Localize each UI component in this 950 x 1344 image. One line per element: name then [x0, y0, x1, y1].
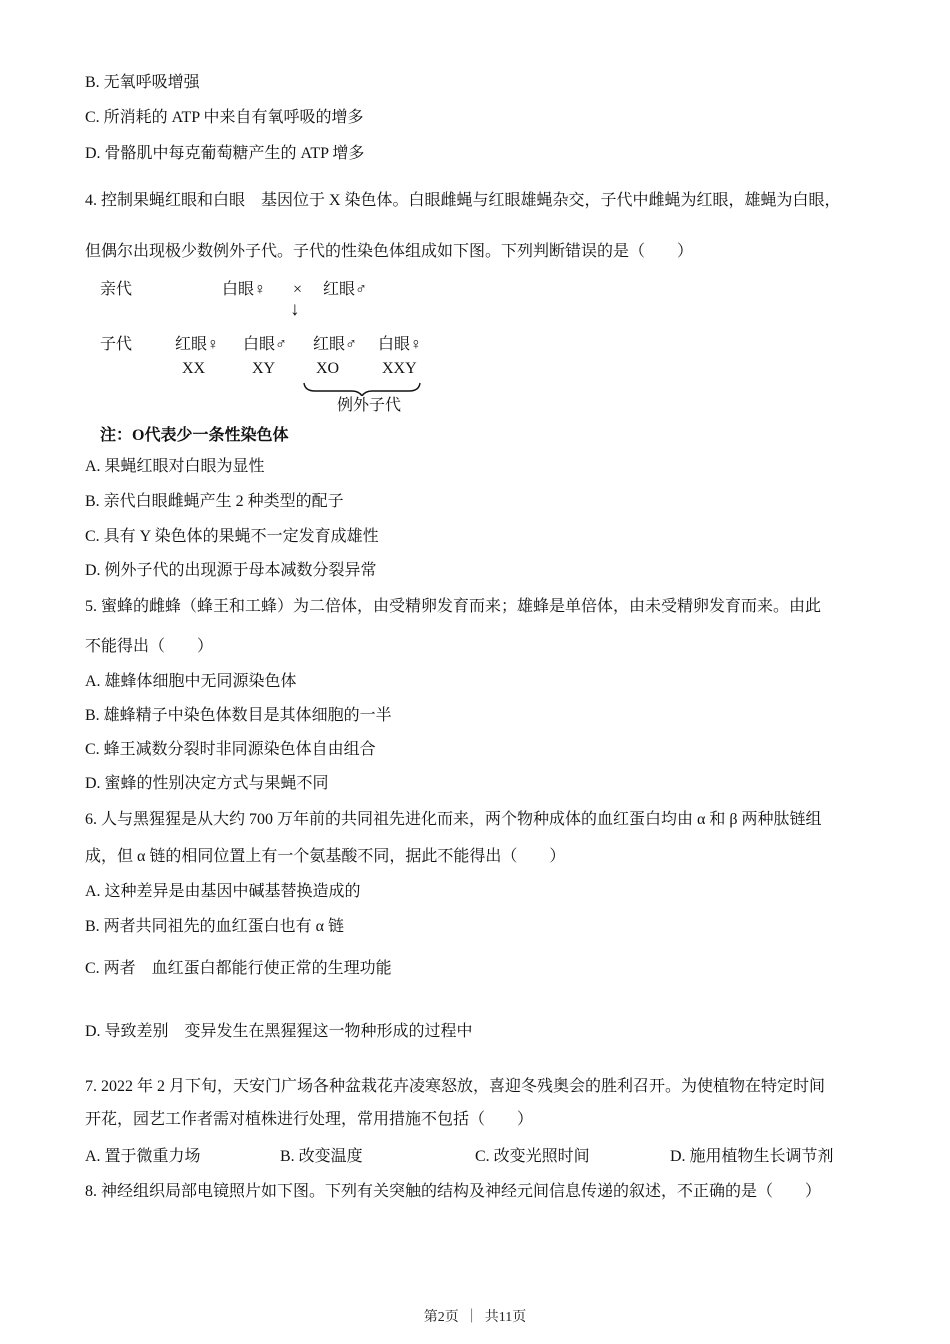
q7-option-c: C. 改变光照时间	[475, 1148, 590, 1165]
q7-stem-line1: 7. 2022 年 2 月下旬，天安门广场各种盆栽花卉凌寒怒放，喜迎冬残奥会的胜利召开。为使植物在特定时间	[85, 1078, 826, 1095]
q4-cross-diagram	[85, 280, 865, 448]
parent-female-phenotype: 白眼♀	[222, 281, 267, 298]
q7-option-a: A. 置于微重力场	[85, 1148, 201, 1165]
diagram-note: 注：O代表少一条性染色体	[100, 427, 289, 444]
parent-male-phenotype: 红眼♂	[323, 281, 368, 298]
offspring-phenotype: 白眼♀	[378, 336, 423, 353]
exception-offspring-label: 例外子代	[337, 397, 402, 414]
q6-option-b: B. 两者共同祖先的血红蛋白也有 α 链	[85, 918, 345, 935]
q5-option-b: B. 雄蜂精子中染色体数目是其体细胞的一半	[85, 707, 392, 724]
offspring-karyotype: XY	[252, 360, 276, 377]
page-content	[85, 72, 865, 1203]
offspring-generation-label: 子代	[100, 336, 133, 353]
q6-option-c: C. 两者 血红蛋白都能行使正常的生理功能	[85, 960, 392, 977]
offspring-phenotype: 白眼♂	[243, 336, 288, 353]
q4-stem-line1: 4. 控制果蝇红眼和白眼 基因位于 X 染色体。白眼雌蝇与红眼雄蝇杂交，子代中雌蝇为红眼，雄蝇为白眼，	[85, 192, 841, 209]
underbrace-icon	[303, 382, 421, 396]
prev-option-d: D. 骨骼肌中每克葡萄糖产生的 ATP 增多	[85, 145, 365, 162]
offspring-phenotype: 红眼♂	[313, 336, 358, 353]
q7-stem-line2: 开花，园艺工作者需对植株进行处理，常用措施不包括（ ）	[85, 1111, 534, 1128]
offspring-phenotype: 红眼♀	[175, 336, 220, 353]
q5-option-d: D. 蜜蜂的性别决定方式与果蝇不同	[85, 775, 329, 792]
q4-option-c: C. 具有 Y 染色体的果蝇不一定发育成雄性	[85, 528, 379, 545]
q5-option-a: A. 雄蜂体细胞中无同源染色体	[85, 673, 297, 690]
offspring-karyotype: XXY	[382, 360, 417, 377]
footer-total-pages: 共11页	[484, 1310, 527, 1325]
offspring-karyotype: XX	[182, 360, 206, 377]
offspring-karyotype: XO	[316, 360, 340, 377]
q6-option-d: D. 导致差别 变异发生在黑猩猩这一物种形成的过程中	[85, 1023, 473, 1040]
q7-option-b: B. 改变温度	[280, 1148, 363, 1165]
q6-stem-line2: 成，但 α 链的相同位置上有一个氨基酸不同，据此不能得出（ ）	[85, 848, 566, 865]
q5-option-c: C. 蜂王减数分裂时非同源染色体自由组合	[85, 741, 376, 758]
q8-stem-line1: 8. 神经组织局部电镜照片如下图。下列有关突触的结构及神经元间信息传递的叙述，不正确的是（ ）	[85, 1183, 822, 1200]
q7-options-row	[85, 1146, 865, 1168]
prev-option-c: C. 所消耗的 ATP 中来自有氧呼吸的增多	[85, 109, 364, 126]
prev-option-b: B. 无氧呼吸增强	[85, 74, 200, 91]
q7-option-d: D. 施用植物生长调节剂	[670, 1148, 834, 1165]
q5-stem-line2: 不能得出（ ）	[85, 638, 214, 655]
q6-stem-line1: 6. 人与黑猩猩是从大约 700 万年前的共同祖先进化而来，两个物种成体的血红蛋白均由 α 和 β 两种肽链组	[85, 811, 822, 828]
cross-symbol: ×	[293, 281, 303, 298]
page-footer	[0, 1308, 950, 1328]
down-arrow-icon: ↓	[290, 299, 300, 320]
q4-option-a: A. 果蝇红眼对白眼为显性	[85, 458, 265, 475]
parent-generation-label: 亲代	[100, 281, 133, 298]
footer-separator: ｜	[464, 1310, 479, 1325]
footer-page-number: 第2页	[423, 1310, 459, 1325]
q6-option-a: A. 这种差异是由基因中碱基替换造成的	[85, 883, 361, 900]
q4-option-d: D. 例外子代的出现源于母本减数分裂异常	[85, 562, 377, 579]
q5-stem-line1: 5. 蜜蜂的雌蜂（蜂王和工蜂）为二倍体，由受精卵发育而来；雄蜂是单倍体，由未受精卵发育而来。由此	[85, 598, 822, 615]
q4-option-b: B. 亲代白眼雌蝇产生 2 种类型的配子	[85, 493, 344, 510]
q4-stem-line2: 但偶尔出现极少数例外子代。子代的性染色体组成如下图。下列判断错误的是（ ）	[85, 243, 694, 260]
